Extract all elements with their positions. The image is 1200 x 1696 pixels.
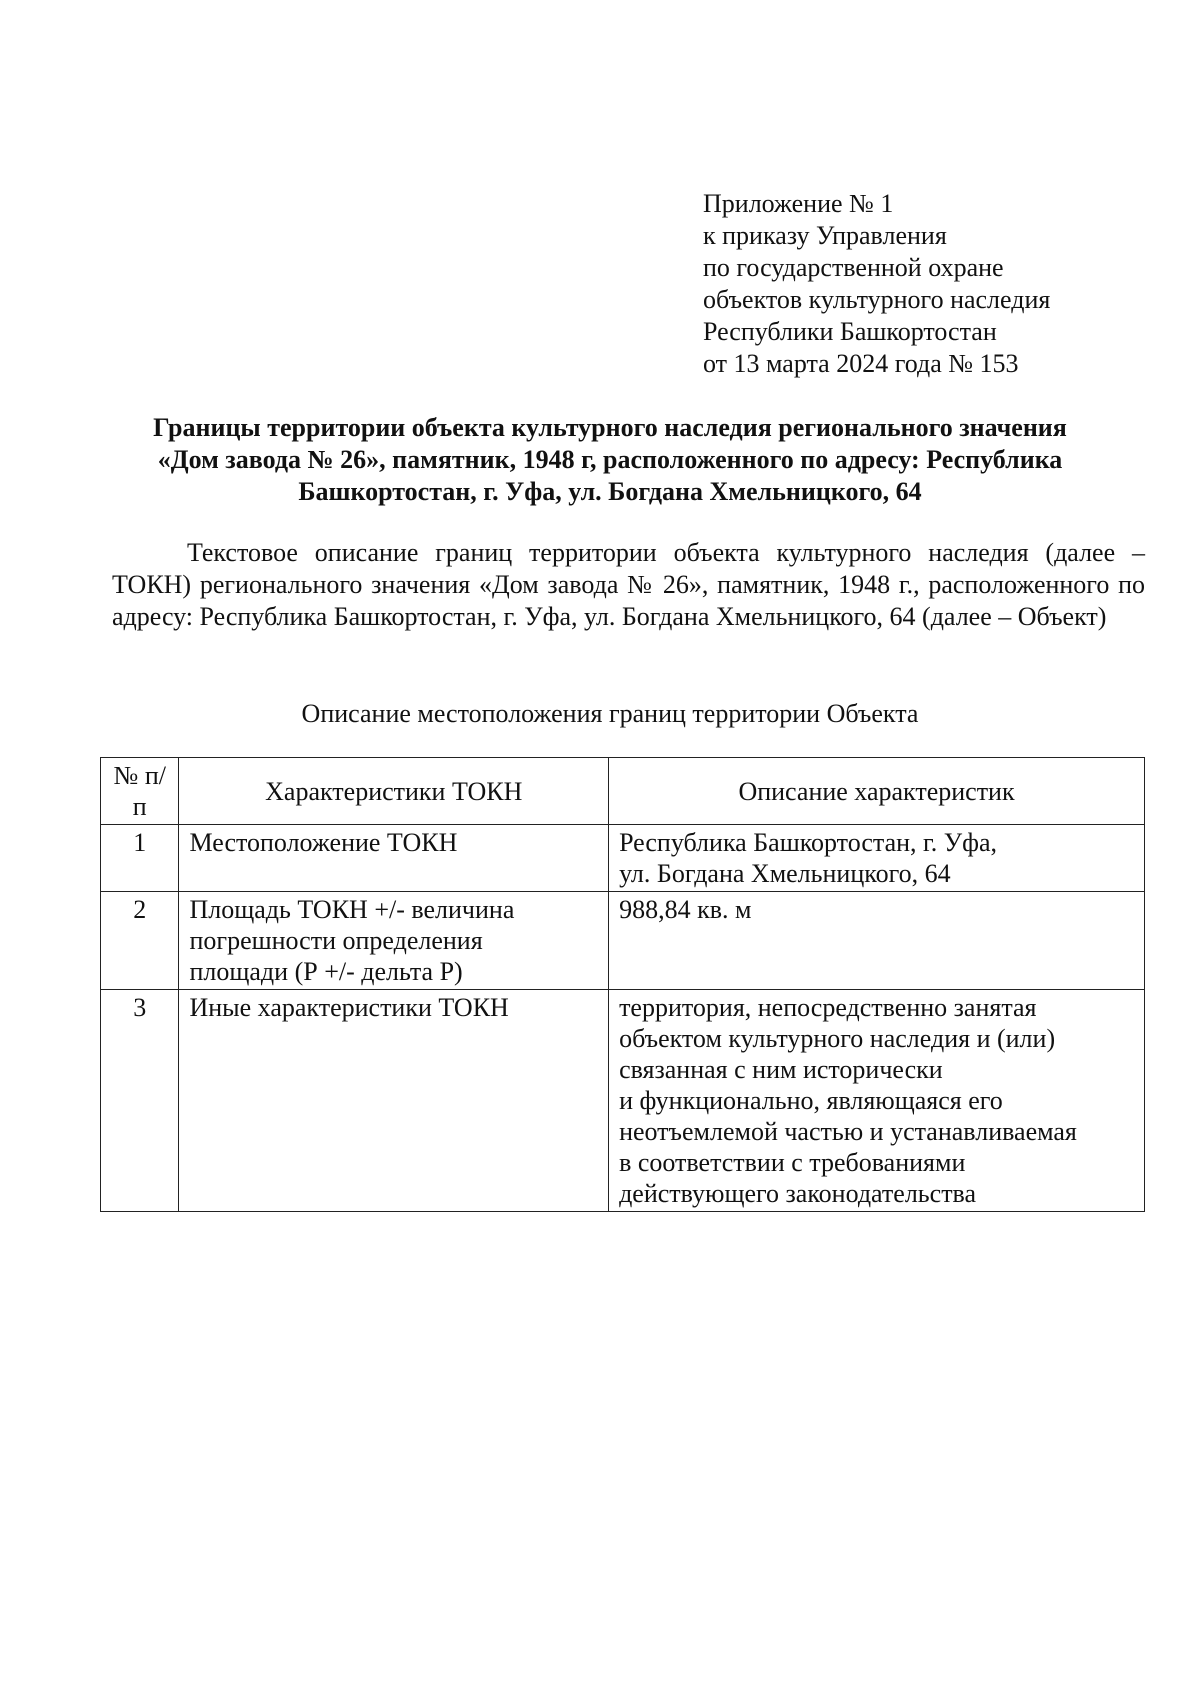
annex-line: Приложение № 1 bbox=[703, 189, 894, 218]
table-row bbox=[101, 990, 1145, 1212]
intro-paragraph: Текстовое описание границ территории объекта культурного наследия (далее – ТОКН) регионального значения «Дом завода № 26», памятник, 1948 г., расположенного по адресу: Республика Башкортостан, г. Уфа, ул. Богдана Хмельницкого, 64 (далее – Объект) bbox=[112, 538, 1145, 631]
header-characteristic: Характеристики ТОКН bbox=[179, 758, 609, 825]
characteristics-table bbox=[100, 757, 1145, 1212]
row-number: 2 bbox=[101, 892, 179, 990]
table-row bbox=[101, 825, 1145, 892]
table-row bbox=[101, 892, 1145, 990]
document-title bbox=[100, 412, 1120, 508]
table-header-row bbox=[101, 758, 1145, 825]
title-line: «Дом завода № 26», памятник, 1948 г, расположенного по адресу: Республика bbox=[157, 445, 1063, 474]
annex-line: объектов культурного наследия bbox=[703, 285, 1051, 314]
header-description: Описание характеристик bbox=[609, 758, 1145, 825]
title-line: Башкортостан, г. Уфа, ул. Богдана Хмельницкого, 64 bbox=[298, 477, 922, 506]
annex-line: от 13 марта 2024 года № 153 bbox=[703, 349, 1019, 378]
header-number: № п/п bbox=[101, 758, 179, 825]
row-number: 3 bbox=[101, 990, 179, 1212]
annex-line: по государственной охране bbox=[703, 253, 1004, 282]
row-characteristic: Местоположение ТОКН bbox=[179, 825, 609, 892]
annex-block bbox=[703, 188, 1050, 380]
row-description: Республика Башкортостан, г. Уфа, ул. Богдана Хмельницкого, 64 bbox=[609, 825, 1145, 892]
row-characteristic: Иные характеристики ТОКН bbox=[179, 990, 609, 1212]
row-description: территория, непосредственно занятая объектом культурного наследия и (или) связанная с ним исторически и функционально, являющаяся его неотъемлемой частью и устанавливаемая в соответствии с требованиями действующего законодательства bbox=[609, 990, 1145, 1212]
row-characteristic: Площадь ТОКН +/- величина погрешности определения площади (Р +/- дельта Р) bbox=[179, 892, 609, 990]
row-number: 1 bbox=[101, 825, 179, 892]
table-caption: Описание местоположения границ территории Объекта bbox=[301, 699, 919, 728]
annex-line: к приказу Управления bbox=[703, 221, 947, 250]
title-line: Границы территории объекта культурного наследия регионального значения bbox=[153, 413, 1067, 442]
row-description: 988,84 кв. м bbox=[609, 892, 1145, 990]
annex-line: Республики Башкортостан bbox=[703, 317, 997, 346]
